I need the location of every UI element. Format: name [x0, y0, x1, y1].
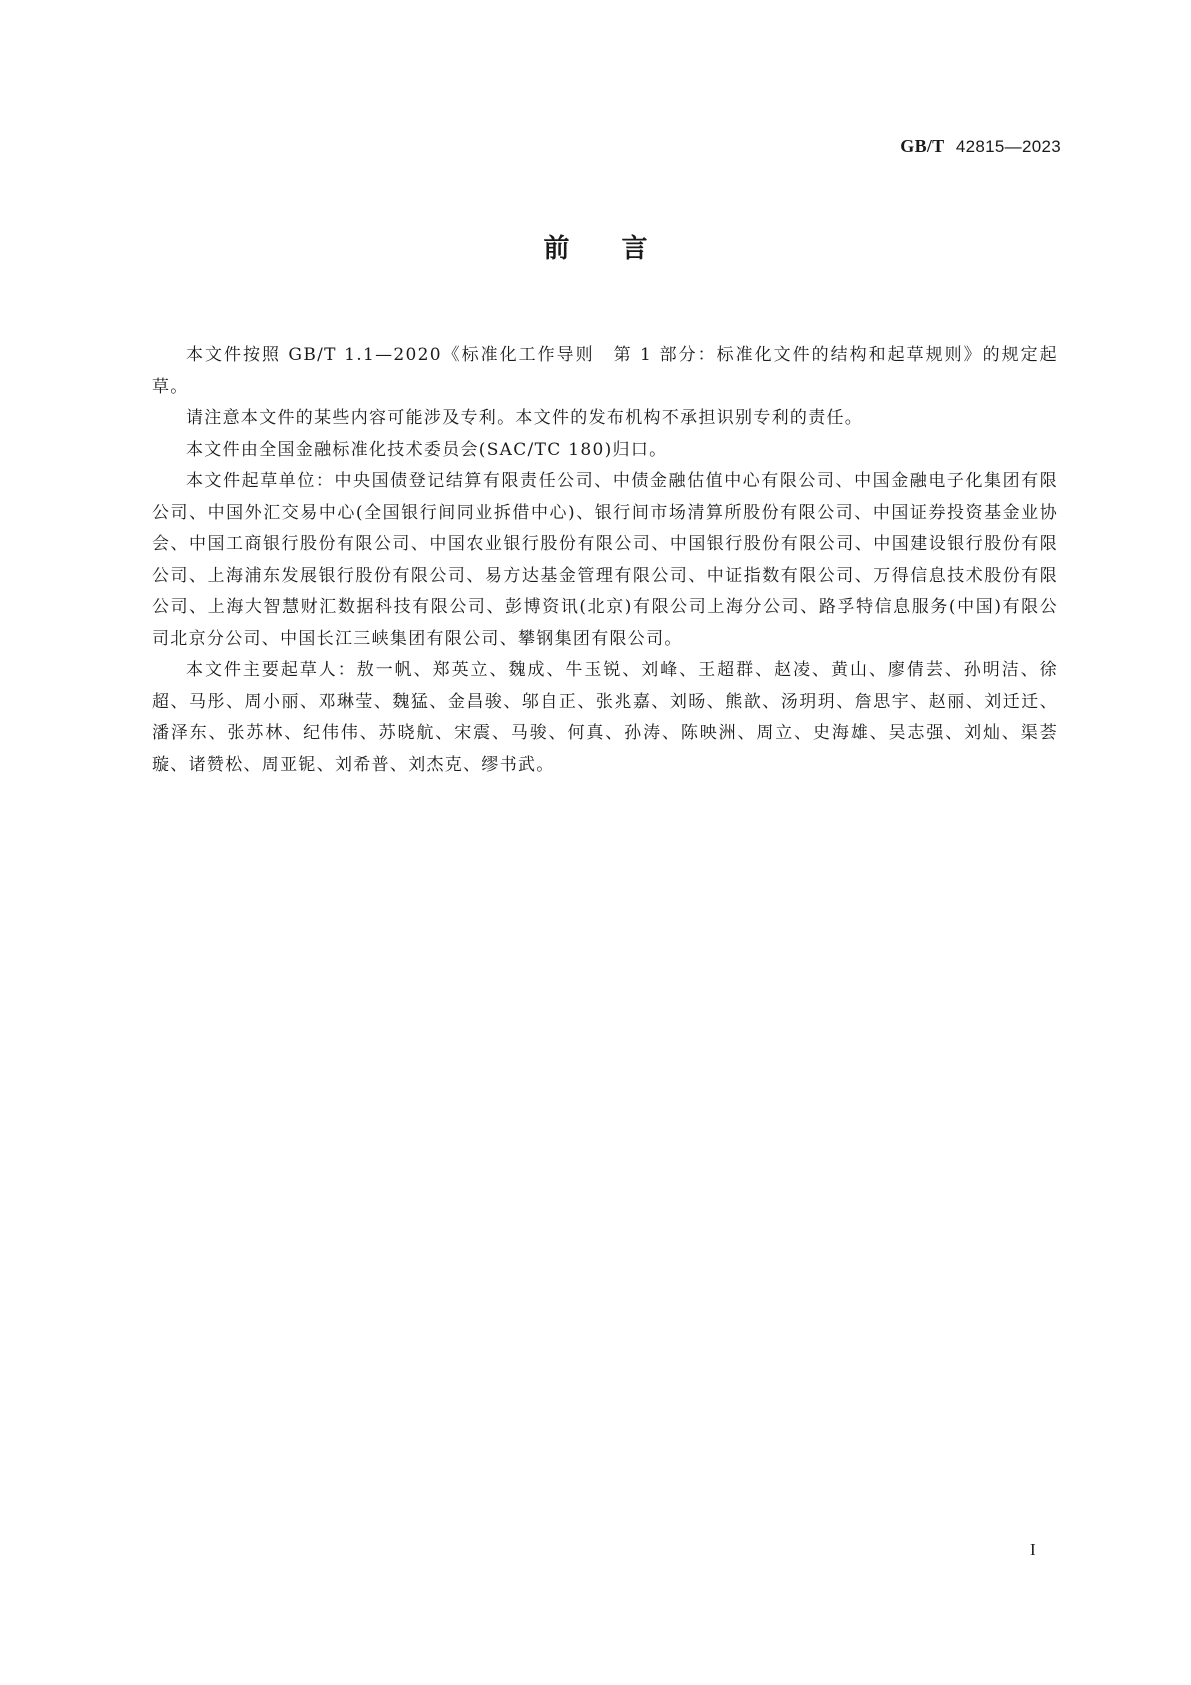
- page-number: I: [1030, 1540, 1036, 1559]
- paragraph-drafters: 本文件主要起草人：敖一帆、郑英立、魏成、牛玉锐、刘峰、王超群、赵凌、黄山、廖倩芸、孙明洁、徐超、马彤、周小丽、邓琳莹、魏猛、金昌骏、邬自正、张兆嘉、刘旸、熊歆、汤玥玥、詹思宇、赵丽、刘迁迁、潘泽东、张苏林、纪伟伟、苏晓航、宋震、马骏、何真、孙涛、陈映洲、周立、史海雄、吴志强、刘灿、渠荟璇、诸赞松、周亚铌、刘希普、刘杰克、缪书武。: [152, 660, 1058, 775]
- standard-code: [900, 136, 1061, 157]
- paragraph-committee: 本文件由全国金融标准化技术委员会(SAC/TC 180)归口。: [186, 439, 668, 460]
- page-title: 前言: [543, 234, 700, 264]
- paragraph-drafting-rules: 本文件按照 GB/T 1.1—2020《标准化工作导则 第 1 部分：标准化文件的结构和起草规则》的规定起草。: [152, 345, 1058, 397]
- standard-prefix: GB/T: [900, 136, 945, 156]
- paragraph-drafting-units: 本文件起草单位：中央国债登记结算有限责任公司、中债金融估值中心有限公司、中国金融电子化集团有限公司、中国外汇交易中心(全国银行间同业拆借中心)、银行间市场清算所股份有限公司、中国证券投资基金业协会、中国工商银行股份有限公司、中国农业银行股份有限公司、中国银行股份有限公司、中国建设银行股份有限公司、上海浦东发展银行股份有限公司、易方达基金管理有限公司、中证指数有限公司、万得信息技术股份有限公司、上海大智慧财汇数据科技有限公司、彭博资讯(北京)有限公司上海分公司、路孚特信息服务(中国)有限公司北京分公司、中国长江三峡集团有限公司、攀钢集团有限公司。: [152, 471, 1058, 649]
- standard-number: 42815—2023: [955, 137, 1061, 156]
- foreword-body: [152, 340, 1058, 781]
- paragraph-patent-notice: 请注意本文件的某些内容可能涉及专利。本文件的发布机构不承担识别专利的责任。: [186, 408, 864, 428]
